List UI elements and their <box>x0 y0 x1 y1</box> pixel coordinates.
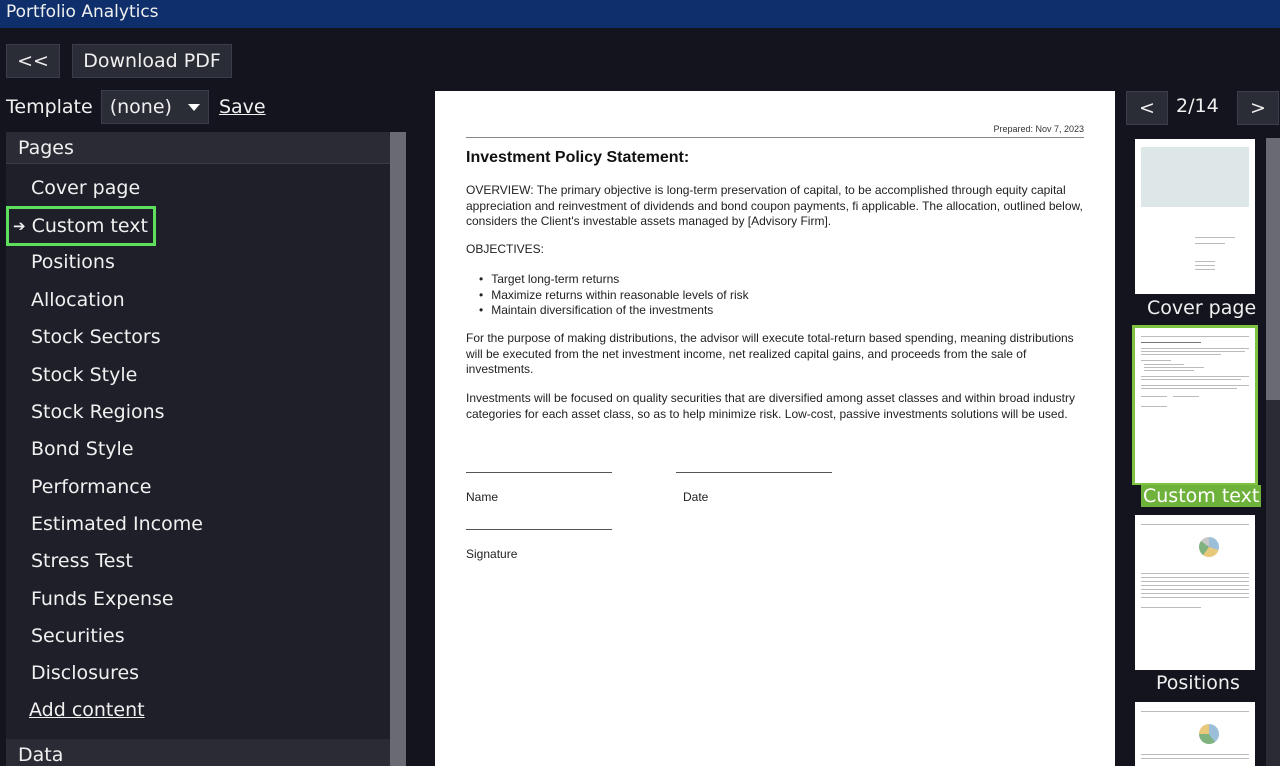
thumb-line <box>1141 758 1249 759</box>
template-label: Template <box>6 96 93 118</box>
objectives-list <box>479 272 749 319</box>
chevron-down-icon <box>188 104 200 111</box>
template-row <box>6 90 266 124</box>
thumb-line <box>1141 342 1201 343</box>
sidebar-item-cover-page[interactable]: Cover page <box>31 177 141 199</box>
thumb-line <box>1144 364 1184 365</box>
arrow-right-icon: ➔ <box>13 217 26 235</box>
cover-banner <box>1141 147 1249 207</box>
thumb-line <box>1144 367 1204 368</box>
overview-paragraph: OVERVIEW: The primary objective is long-term preservation of capital, to be accomplished through equity capital appreciation and reinvestment of dividends and bond coupon payments, fi applicable. The allocation, outlined below, considers the Client's investable assets managed by [Advisory Firm]. <box>466 183 1083 228</box>
thumbnail-custom-text[interactable] <box>1135 328 1255 483</box>
thumb-line <box>1141 577 1249 578</box>
thumbnail-positions[interactable] <box>1135 515 1255 670</box>
thumb-line <box>1141 396 1167 397</box>
sidebar-item-estimated-income[interactable]: Estimated Income <box>31 513 203 535</box>
thumbnail-label-cover-page: Cover page <box>1147 297 1257 319</box>
name-label: Name <box>466 490 499 504</box>
thumbnail-allocation[interactable] <box>1135 702 1255 766</box>
thumbnail-label-custom-text: Custom text <box>1143 485 1260 507</box>
sidebar-scrollbar[interactable] <box>390 132 406 766</box>
sidebar-item-stress-test[interactable]: Stress Test <box>31 550 133 572</box>
thumb-line <box>1141 385 1249 386</box>
thumb-line <box>1195 265 1215 266</box>
list-item: • Maximize returns within reasonable levels of risk <box>479 288 749 304</box>
pages-section-header[interactable]: Pages <box>6 132 390 164</box>
sidebar-item-allocation[interactable]: Allocation <box>31 289 125 311</box>
thumb-line <box>1141 360 1171 361</box>
thumb-line <box>1195 261 1215 262</box>
list-item: • Maintain diversification of the investments <box>479 303 749 319</box>
sidebar-item-custom-text[interactable] <box>6 206 156 246</box>
sidebar-item-stock-style[interactable]: Stock Style <box>31 364 138 386</box>
previous-page-button[interactable]: < <box>1126 91 1168 125</box>
thumb-line <box>1144 370 1194 371</box>
app-title: Portfolio Analytics <box>6 2 159 22</box>
sidebar-item-performance[interactable]: Performance <box>31 476 152 498</box>
sidebar <box>6 132 390 766</box>
thumb-line <box>1141 406 1167 407</box>
thumbnail-cover-page[interactable] <box>1135 139 1255 294</box>
thumb-line <box>1141 711 1249 712</box>
thumb-line <box>1141 351 1245 352</box>
data-section-header[interactable]: Data <box>6 739 390 766</box>
header-divider <box>466 137 1084 138</box>
signature-line <box>466 529 612 530</box>
thumb-line <box>1141 573 1249 574</box>
signature-label: Signature <box>466 547 518 561</box>
add-content-link[interactable]: Add content <box>29 699 145 721</box>
date-label: Date <box>683 490 709 504</box>
thumb-line <box>1141 376 1249 377</box>
template-select[interactable] <box>101 90 209 124</box>
investments-paragraph: Investments will be focused on quality securities that are diversified among asset classes and within broad industry categories for each asset class, so as to help minimize risk. Low-cost, passive investments solutions will be used. <box>466 391 1075 421</box>
download-pdf-button[interactable]: Download PDF <box>72 44 232 78</box>
thumb-line <box>1141 585 1249 586</box>
collapse-sidebar-button[interactable]: << <box>6 44 60 78</box>
date-line <box>676 472 832 473</box>
thumb-line <box>1141 607 1201 608</box>
thumbnail-label-positions: Positions <box>1156 672 1240 694</box>
sidebar-item-stock-regions[interactable]: Stock Regions <box>31 401 165 423</box>
next-page-button[interactable]: > <box>1237 91 1279 125</box>
document-heading: Investment Policy Statement: <box>466 149 690 166</box>
thumb-line <box>1141 754 1249 755</box>
sidebar-item-stock-sectors[interactable]: Stock Sectors <box>31 326 161 348</box>
name-line <box>466 472 612 473</box>
sidebar-item-securities[interactable]: Securities <box>31 625 125 647</box>
objectives-label: OBJECTIVES: <box>466 242 545 256</box>
thumb-line <box>1195 237 1235 238</box>
save-template-link[interactable]: Save <box>218 96 266 118</box>
sidebar-item-disclosures[interactable]: Disclosures <box>31 662 140 684</box>
thumb-line <box>1141 388 1237 389</box>
thumb-line <box>1195 269 1215 270</box>
distributions-paragraph: For the purpose of making distributions, the advisor will execute total-return based spending, meaning distributions will be executed from the net investment income, net realized capital gains, and proceeds from the sale of investments. <box>466 331 1074 376</box>
pie-icon <box>1199 537 1219 557</box>
template-selected-value: (none) <box>109 96 172 118</box>
thumb-line <box>1141 348 1249 349</box>
thumb-line <box>1141 354 1221 355</box>
title-bar <box>0 0 1280 28</box>
thumb-line <box>1141 589 1249 590</box>
sidebar-item-bond-style[interactable]: Bond Style <box>31 438 134 460</box>
thumb-line <box>1141 597 1249 598</box>
thumb-line <box>1141 379 1241 380</box>
page-counter: 2/14 <box>1176 95 1219 117</box>
thumb-line <box>1195 243 1225 244</box>
document-preview <box>435 91 1115 766</box>
prepared-date: Prepared: Nov 7, 2023 <box>993 124 1084 134</box>
list-item: • Target long-term returns <box>479 272 749 288</box>
pie-icon <box>1199 724 1219 744</box>
thumb-line <box>1173 396 1199 397</box>
thumb-line <box>1141 593 1249 594</box>
thumb-line <box>1141 581 1249 582</box>
sidebar-item-positions[interactable]: Positions <box>31 251 115 273</box>
thumb-line <box>1141 524 1249 525</box>
thumb-line <box>1141 336 1249 337</box>
thumbnails-scrollbar[interactable] <box>1266 138 1280 766</box>
sidebar-item-label: Custom text <box>31 215 148 237</box>
sidebar-item-funds-expense[interactable]: Funds Expense <box>31 588 174 610</box>
thumbnails-scrollbar-thumb[interactable] <box>1266 138 1280 400</box>
